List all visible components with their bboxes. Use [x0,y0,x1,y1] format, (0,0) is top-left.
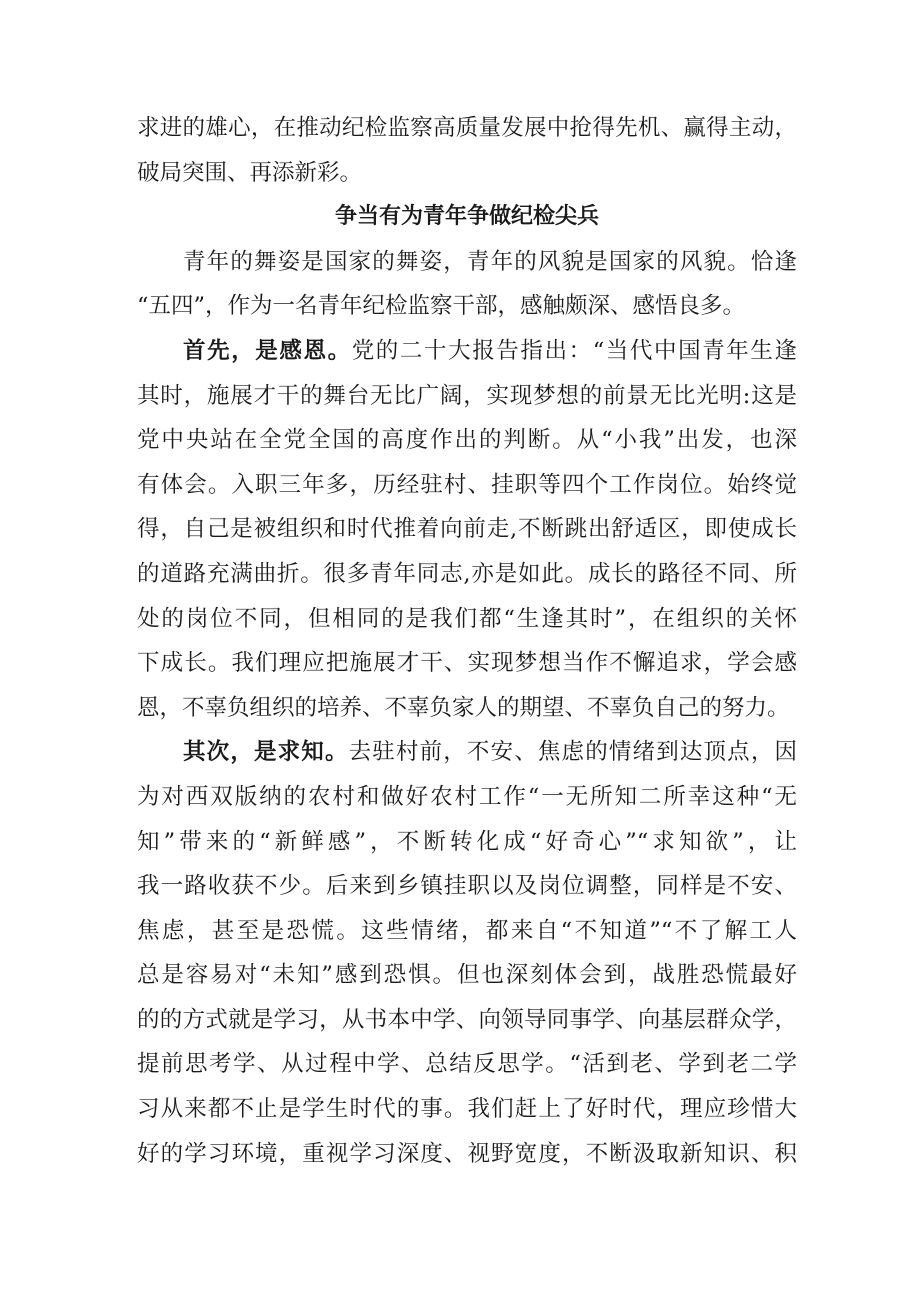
paragraph-lead: 其次，是求知。 [183,739,349,766]
paragraph-first-line [137,730,797,775]
body-line: 习从来都不止是学生时代的事。我们赶上了好时代，理应珍惜大 [137,1096,797,1123]
body-line: 处的岗位不同，但相同的是我们都“生逢其时”，在组织的关怀 [137,605,797,632]
body-line: 知”带来的“新鲜感”，不断转化成“好奇心”“求知欲”，让 [137,828,797,855]
body-line: 的的方式就是学习，从书本中学、向领导同事学、向基层群众学， [137,1006,797,1033]
paragraph-first-text: 党的二十大报告指出：“当代中国青年生逢 [351,337,797,364]
body-line: 好的学习环境，重视学习深度、视野宽度，不断汲取新知识、积 [137,1140,797,1167]
document-page [137,106,797,1176]
paragraph-first-line [137,329,797,374]
body-line: 焦虑，甚至是恐慌。这些情绪，都来自“不知道”“不了解工人 [137,917,797,944]
body-line: 得，自己是被组织和时代推着向前走,不断跳出舒适区，即使成长 [137,516,797,543]
body-line: 下成长。我们理应把施展才干、实现梦想当作不懈追求，学会感 [137,650,797,677]
body-line: 提前思考学、从过程中学、总结反思学。“活到老、学到老二学 [137,1051,797,1078]
body-line: 求进的雄心，在推动纪检监察高质量发展中抢得先机、赢得主动， [137,115,797,141]
body-line: 为对西双版纳的农村和做好农村工作“一无所知二所幸这种“无 [137,783,797,810]
body-line: 青年的舞姿是国家的舞姿，青年的风貌是国家的风貌。恰逢 [183,248,797,275]
section-title: 争当有为青年争做纪检尖兵 [334,204,599,230]
body-line: 总是容易对“未知”感到恐惧。但也深刻体会到，战胜恐慌最好 [137,962,797,989]
body-line: 有体会。入职三年多，历经驻村、挂职等四个工作岗位。始终觉 [137,471,797,498]
body-line: 我一路收获不少。后来到乡镇挂职以及岗位调整，同样是不安、 [137,873,797,900]
body-line: 恩，不辜负组织的培养、不辜负家人的期望、不辜负自己的努力。 [137,694,790,721]
body-line: 破局突围、再添新彩。 [137,159,363,186]
paragraph-lead: 首先，是感恩。 [183,337,352,364]
body-line: “五四”，作为一名青年纪检监察干部，感触颇深、感悟良多。 [137,293,746,320]
body-line: 的道路充满曲折。很多青年同志,亦是如此。成长的路径不同、所 [137,560,797,587]
paragraph-first-text: 去驻村前，不安、焦虑的情绪到达顶点，因 [348,739,797,766]
body-line: 党中央站在全党全国的高度作出的判断。从“小我”出发，也深 [137,427,797,454]
body-line: 其时，施展才干的舞台无比广阔，实现梦想的前景无比光明:这是 [137,382,797,409]
